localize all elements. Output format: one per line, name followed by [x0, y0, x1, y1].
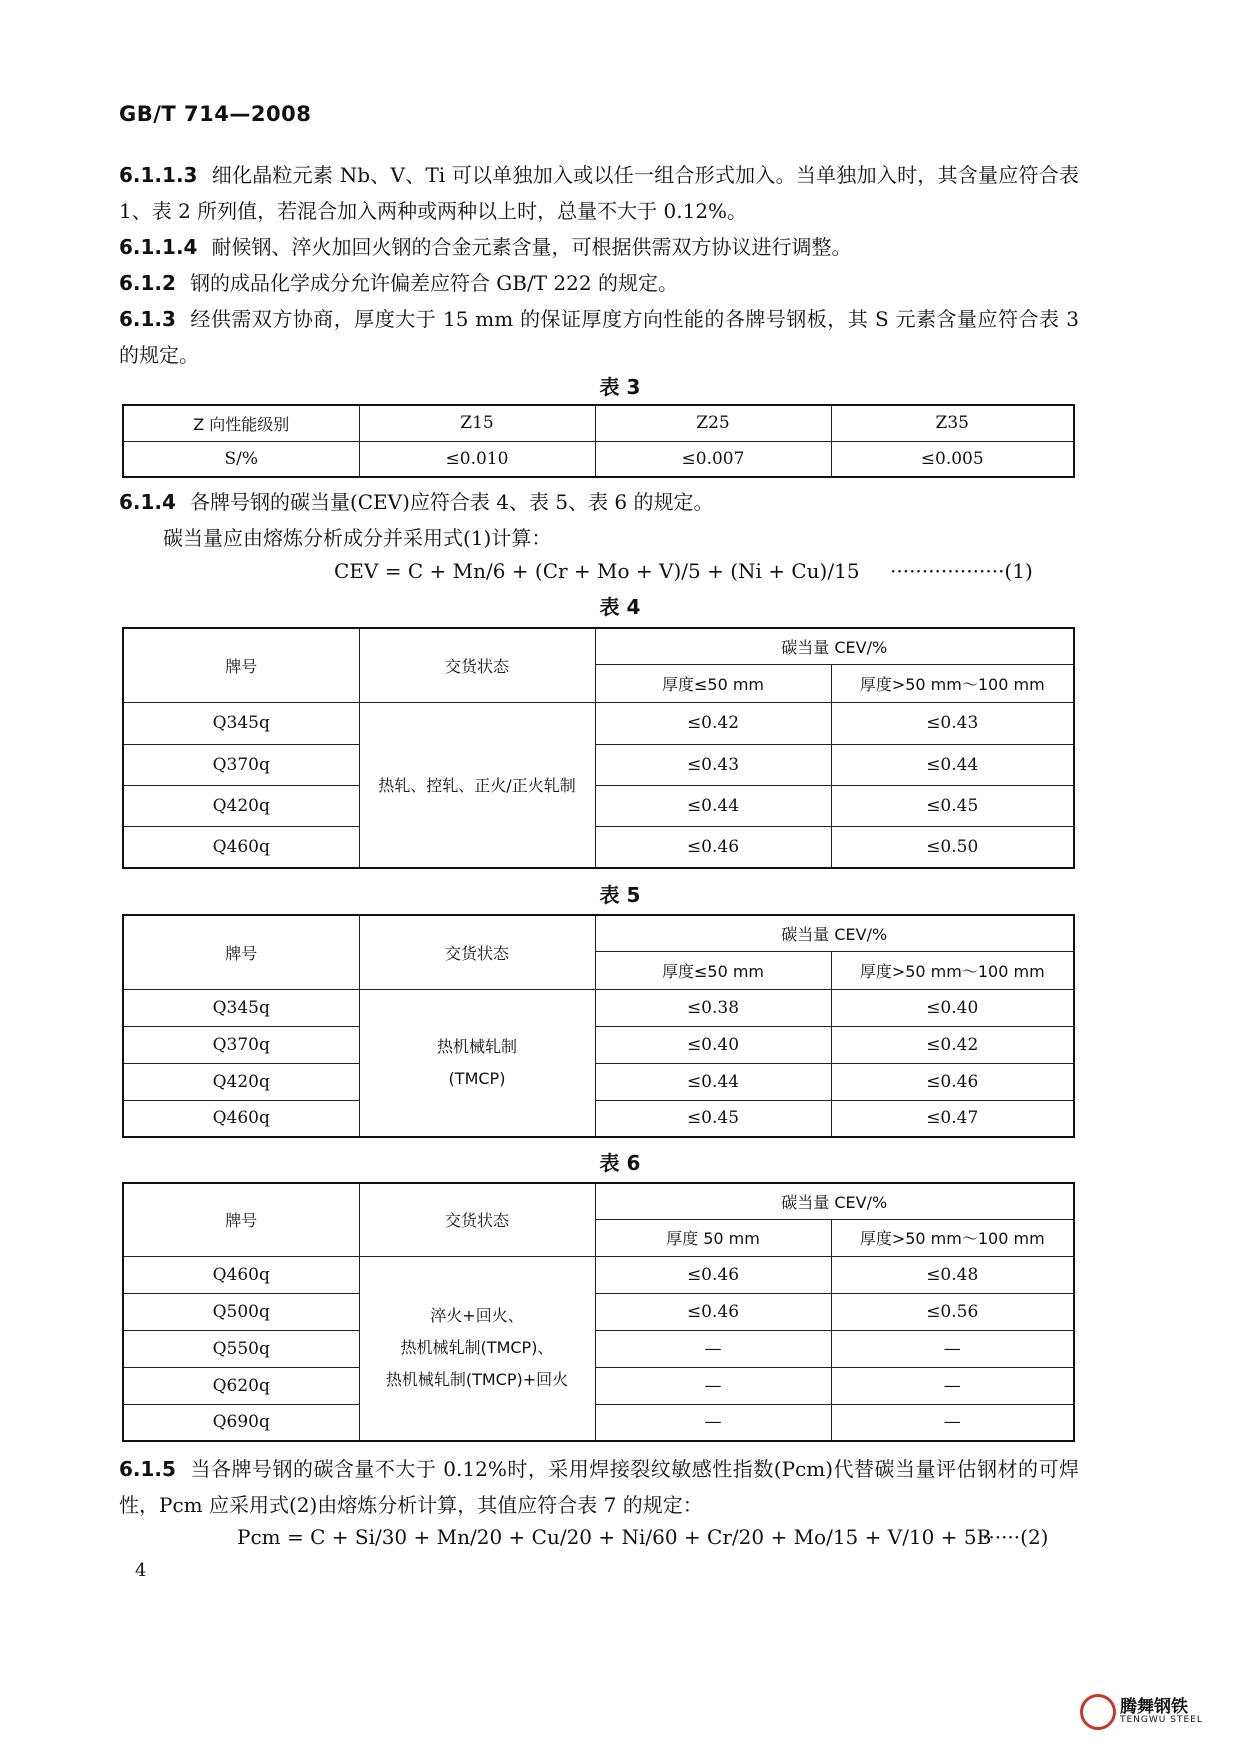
table-5-value: ≤0.38 [595, 989, 831, 1026]
table-5-caption: 表 5 [599, 883, 641, 907]
clause-6-1-5 [119, 1451, 1079, 1523]
table-5-header-thickness-1: 厚度≤50 mm [595, 951, 831, 989]
table-6-value: ≤0.46 [595, 1256, 831, 1293]
clause-text: 耐候钢、淬火加回火钢的合金元素含量，可根据供需双方协议进行调整。 [211, 235, 852, 259]
table-5-value: ≤0.46 [831, 1063, 1074, 1100]
table-6-header-thickness-1: 厚度 50 mm [595, 1219, 831, 1256]
table-3-header: Z35 [831, 405, 1074, 441]
logo-text-en: TENGWU STEEL [1120, 1715, 1203, 1725]
table-5 [122, 914, 1075, 1138]
table-6-value: ≤0.46 [595, 1293, 831, 1330]
table-6-grade: Q500q [123, 1293, 359, 1330]
table-3-header: Z25 [595, 405, 831, 441]
table-6 [122, 1182, 1075, 1442]
clause-6-1-1-3 [119, 157, 1079, 229]
table-6-header-grade: 牌号 [123, 1183, 359, 1256]
table-4-value: ≤0.50 [831, 826, 1074, 868]
clause-number: 6.1.5 [119, 1457, 176, 1481]
table-3 [122, 404, 1075, 478]
table-4-caption: 表 4 [599, 595, 641, 619]
cev-intro: 碳当量应由熔炼分析成分并采用式(1)计算： [163, 526, 552, 550]
clause-6-1-3 [119, 301, 1079, 373]
table-6-grade: Q550q [123, 1330, 359, 1367]
table-4-value: ≤0.45 [831, 785, 1074, 826]
clause-6-1-2 [119, 265, 1079, 301]
table-6-header-cev: 碳当量 CEV/% [595, 1183, 1074, 1219]
table-6-value: ≤0.48 [831, 1256, 1074, 1293]
table-4-header-state: 交货状态 [359, 628, 595, 702]
table-6-value: ≤0.56 [831, 1293, 1074, 1330]
clause-number: 6.1.4 [119, 490, 176, 514]
table-5-value: ≤0.40 [595, 1026, 831, 1063]
table-3-header: Z 向性能级别 [123, 405, 359, 441]
clause-text: 当各牌号钢的碳含量不大于 0.12%时，采用焊接裂纹敏感性指数(Pcm)代替碳当量评估钢材的可焊性，Pcm 应采用式(2)由熔炼分析计算，其值应符合表 7 的规定： [119, 1457, 1079, 1517]
table-6-state [359, 1256, 595, 1441]
table-3-cell: ≤0.005 [831, 441, 1074, 477]
clause-text: 经供需双方协商，厚度大于 15 mm 的保证厚度方向性能的各牌号钢板，其 S 元素含量应符合表 3 的规定。 [119, 307, 1079, 367]
table-5-state [359, 989, 595, 1137]
table-5-grade: Q345q [123, 989, 359, 1026]
formula-2: Pcm = C + Si/30 + Mn/20 + Cu/20 + Ni/60 + Cr/20 + Mo/15 + V/10 + 5B [237, 1525, 992, 1549]
table-4-value: ≤0.43 [831, 702, 1074, 744]
table-4-value: ≤0.43 [595, 744, 831, 785]
table-5-grade: Q460q [123, 1100, 359, 1137]
table-3-header: Z15 [359, 405, 595, 441]
table-6-value: — [595, 1367, 831, 1404]
clause-6-1-1-4 [119, 229, 1079, 265]
table-5-header-cev: 碳当量 CEV/% [595, 915, 1074, 951]
table-4-header-cev: 碳当量 CEV/% [595, 628, 1074, 664]
table-5-value: ≤0.47 [831, 1100, 1074, 1137]
table-6-value: — [831, 1404, 1074, 1441]
clause-number: 6.1.1.4 [119, 235, 198, 259]
table-6-grade: Q460q [123, 1256, 359, 1293]
logo-text-cn: 腾舞钢铁 [1120, 1697, 1188, 1717]
table-4 [122, 627, 1075, 869]
table-3-cell: S/% [123, 441, 359, 477]
table-3-cell: ≤0.007 [595, 441, 831, 477]
table-6-value: — [831, 1367, 1074, 1404]
formula-2-ref: ······(2) [982, 1525, 1049, 1549]
clause-number: 6.1.3 [119, 307, 176, 331]
company-logo [1080, 1690, 1230, 1736]
table-5-state-line: (TMCP) [448, 1068, 506, 1088]
table-6-header-thickness-2: 厚度>50 mm～100 mm [831, 1219, 1074, 1256]
table-6-value: — [595, 1404, 831, 1441]
clause-text: 各牌号钢的碳当量(CEV)应符合表 4、表 5、表 6 的规定。 [189, 490, 714, 514]
table-4-header-thickness-1: 厚度≤50 mm [595, 664, 831, 702]
table-6-value: — [595, 1330, 831, 1367]
table-5-header-grade: 牌号 [123, 915, 359, 989]
table-6-state-line: 淬火+回火、 [430, 1306, 524, 1326]
table-6-grade: Q620q [123, 1367, 359, 1404]
clause-text: 钢的成品化学成分允许偏差应符合 GB/T 222 的规定。 [189, 271, 678, 295]
table-6-grade: Q690q [123, 1404, 359, 1441]
table-3-cell: ≤0.010 [359, 441, 595, 477]
table-4-value: ≤0.46 [595, 826, 831, 868]
clause-number: 6.1.2 [119, 271, 176, 295]
clause-text: 细化晶粒元素 Nb、V、Ti 可以单独加入或以任一组合形式加入。当单独加入时，其含量应符合表 1、表 2 所列值，若混合加入两种或两种以上时，总量不大于 0.12%。 [119, 163, 1079, 223]
table-3-caption: 表 3 [599, 375, 641, 399]
table-6-state-line: 热机械轧制(TMCP)+回火 [385, 1370, 569, 1390]
table-5-value: ≤0.42 [831, 1026, 1074, 1063]
logo-icon [1080, 1694, 1116, 1730]
table-4-header-grade: 牌号 [123, 628, 359, 702]
table-4-grade: Q345q [123, 702, 359, 744]
table-6-header-state: 交货状态 [359, 1183, 595, 1256]
table-4-header-thickness-2: 厚度>50 mm～100 mm [831, 664, 1074, 702]
table-4-value: ≤0.44 [595, 785, 831, 826]
clause-number: 6.1.1.3 [119, 163, 198, 187]
table-4-value: ≤0.44 [831, 744, 1074, 785]
table-5-value: ≤0.45 [595, 1100, 831, 1137]
page-number: 4 [135, 1560, 147, 1581]
table-5-header-state: 交货状态 [359, 915, 595, 989]
clause-6-1-4 [119, 484, 1079, 520]
table-4-grade: Q370q [123, 744, 359, 785]
formula-1: CEV = C + Mn/6 + (Cr + Mo + V)/5 + (Ni + Cu)/15 [334, 559, 860, 583]
table-6-state-line: 热机械轧制(TMCP)、 [400, 1338, 554, 1358]
table-6-caption: 表 6 [599, 1151, 641, 1175]
table-4-value: ≤0.42 [595, 702, 831, 744]
table-5-grade: Q370q [123, 1026, 359, 1063]
document-code: GB/T 714—2008 [119, 102, 312, 126]
formula-1-ref: ··················(1) [890, 559, 1033, 583]
table-5-grade: Q420q [123, 1063, 359, 1100]
table-5-value: ≤0.40 [831, 989, 1074, 1026]
table-4-state: 热轧、控轧、正火/正火轧制 [359, 702, 595, 868]
table-5-state-line: 热机械轧制 [436, 1036, 517, 1056]
table-5-header-thickness-2: 厚度>50 mm～100 mm [831, 951, 1074, 989]
table-6-value: — [831, 1330, 1074, 1367]
table-5-value: ≤0.44 [595, 1063, 831, 1100]
table-4-grade: Q420q [123, 785, 359, 826]
table-4-grade: Q460q [123, 826, 359, 868]
